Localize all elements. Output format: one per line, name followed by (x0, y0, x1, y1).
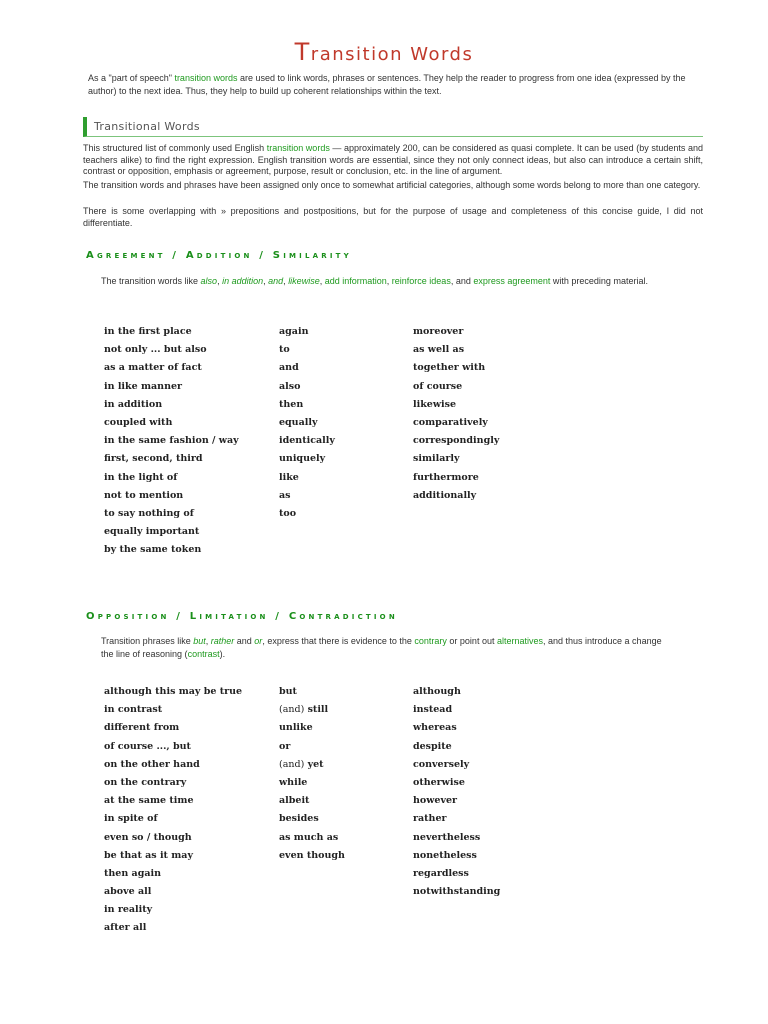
word-item: on the contrary (104, 776, 187, 788)
section-heading (83, 117, 703, 137)
word-item: otherwise (413, 776, 465, 788)
word-item: of course ..., but (104, 740, 191, 752)
intro-text: are used to link words, phrases or sentences. They help the reader to progress from one idea (expressed by the author) to the next idea. Thus, they help to build up coherent relationships within the text. (88, 73, 686, 96)
word-item: not to mention (104, 489, 184, 501)
word-item: and (279, 362, 299, 374)
keyword-link[interactable]: and (268, 276, 284, 286)
word-item: whereas (413, 722, 457, 734)
word-item: nonetheless (413, 849, 477, 861)
word-item: on the other hand (104, 758, 200, 770)
word-item: be that as it may (104, 849, 193, 861)
intro-text: As a "part of speech" (88, 73, 175, 83)
keyword-link[interactable]: contrary (414, 636, 447, 646)
word-item: uniquely (279, 453, 326, 465)
word-item: (and) still (279, 704, 329, 716)
paragraph-2: The transition words and phrases have been assigned only once to somewhat artificial categories, although some words belong to more than one category. (83, 180, 701, 190)
word-column-3-agreement (413, 323, 499, 505)
paragraph-3: There is some overlapping with » prepositions and postpositions, but for the purpose of usage and completeness of this concise guide, I did not differentiate. (83, 206, 703, 228)
word-column-1-opposition (104, 683, 242, 938)
paragraph-1 (83, 143, 703, 178)
word-item: like (279, 471, 299, 483)
keyword-link[interactable]: likewise (288, 276, 320, 286)
page-title-initial: T (294, 38, 311, 66)
word-item: again (279, 326, 309, 337)
word-item: while (279, 776, 308, 788)
word-item: but (279, 686, 297, 697)
keyword-link[interactable]: but (193, 636, 206, 646)
word-item: additionally (413, 489, 477, 501)
word-column-2-opposition (279, 683, 345, 865)
keyword-link[interactable]: in addition (222, 276, 264, 286)
word-item: moreover (413, 326, 464, 337)
word-item: in like manner (104, 380, 183, 392)
word-item: coupled with (104, 416, 173, 428)
word-item: by the same token (104, 544, 202, 556)
word-item: conversely (413, 758, 470, 770)
word-item: even though (279, 849, 345, 861)
word-column-1-agreement (104, 323, 239, 559)
word-item: to (279, 344, 290, 356)
section-title-opposition: Opposition / Limitation / Contradiction (86, 611, 398, 622)
word-item: although (413, 686, 461, 697)
word-item: nevertheless (413, 831, 481, 843)
word-item: also (279, 380, 301, 392)
word-item: regardless (413, 867, 469, 879)
word-item: or (279, 740, 291, 752)
section-intro-opposition: Transition phrases like but, rather and or, express that there is evidence to the contrary or point out alternatives, and thus introduce a change the line of reasoning (contrast). (101, 636, 662, 659)
section-heading-text: Transitional Words (94, 120, 200, 133)
word-item: furthermore (413, 471, 479, 483)
word-item: first, second, third (104, 453, 203, 465)
word-item: however (413, 795, 458, 807)
word-item: then (279, 398, 304, 410)
word-item: as much as (279, 831, 339, 843)
word-item: rather (413, 813, 447, 825)
word-item: (and) yet (279, 758, 324, 770)
word-item: not only ... but also (104, 344, 207, 356)
keyword-link[interactable]: also (200, 276, 218, 286)
word-item: as a matter of fact (104, 362, 202, 374)
section-intro-agreement: The transition words like also, in addition, and, likewise, add information, reinforce ideas, and express agreement with preceding material. (101, 276, 648, 286)
word-item: correspondingly (413, 435, 500, 447)
word-item: albeit (279, 795, 310, 807)
word-item: then again (104, 867, 162, 879)
word-item: comparatively (413, 416, 488, 428)
word-item: in contrast (104, 704, 163, 716)
paragraph-text: This structured list of commonly used English (83, 143, 267, 153)
word-item: as well as (413, 344, 465, 356)
keyword-link[interactable]: express agreement (473, 276, 551, 286)
word-item: in the light of (104, 471, 178, 483)
keyword-link[interactable]: or (254, 636, 263, 646)
word-item: although this may be true (104, 686, 243, 697)
word-item: despite (413, 740, 452, 752)
section-title-agreement: Agreement / Addition / Similarity (86, 250, 352, 261)
transition-words-link[interactable]: transition words (174, 73, 238, 83)
word-item: after all (104, 922, 147, 934)
keyword-link[interactable]: add information (324, 276, 387, 286)
word-item: equally (279, 416, 318, 428)
word-item: in the first place (104, 326, 192, 337)
word-item: instead (413, 704, 453, 716)
word-column-2-agreement (279, 323, 335, 523)
word-item: equally important (104, 526, 200, 538)
word-item: as (279, 489, 291, 501)
word-item: notwithstanding (413, 886, 501, 898)
word-item: above all (104, 886, 152, 898)
word-item: in spite of (104, 813, 158, 825)
word-column-3-opposition (413, 683, 500, 901)
keyword-link[interactable]: contrast (187, 649, 220, 659)
word-item: even so / though (104, 831, 192, 843)
word-item: at the same time (104, 795, 194, 807)
word-item: likewise (413, 398, 457, 410)
word-item: in reality (104, 904, 153, 916)
keyword-link[interactable]: rather (210, 636, 235, 646)
page-title (0, 38, 768, 66)
word-item: in the same fashion / way (104, 435, 239, 447)
word-item: different from (104, 722, 180, 734)
word-item: identically (279, 435, 335, 447)
word-item: besides (279, 813, 319, 825)
intro-paragraph (88, 72, 698, 97)
page-title-rest: ransition Words (310, 44, 474, 65)
word-item: of course (413, 380, 463, 392)
word-item: unlike (279, 722, 313, 734)
paragraph-text: — approximately 200, can be considered as quasi complete. It can be used (by students and teachers alike) to find the right expression. English transition words are essential, since they not only connect ideas, but also can introduce a certain shift, contrast or opposition, emphasis or agreement, purpose, result or conclusion, etc. in the line of argument. (83, 143, 703, 176)
word-item: in addition (104, 398, 163, 410)
keyword-link[interactable]: reinforce ideas (391, 276, 451, 286)
keyword-link[interactable]: alternatives (496, 636, 543, 646)
transition-words-link[interactable]: transition words (266, 143, 330, 153)
word-item: too (279, 507, 297, 519)
word-item: to say nothing of (104, 507, 194, 519)
word-item: similarly (413, 453, 460, 465)
word-item: together with (413, 362, 486, 374)
